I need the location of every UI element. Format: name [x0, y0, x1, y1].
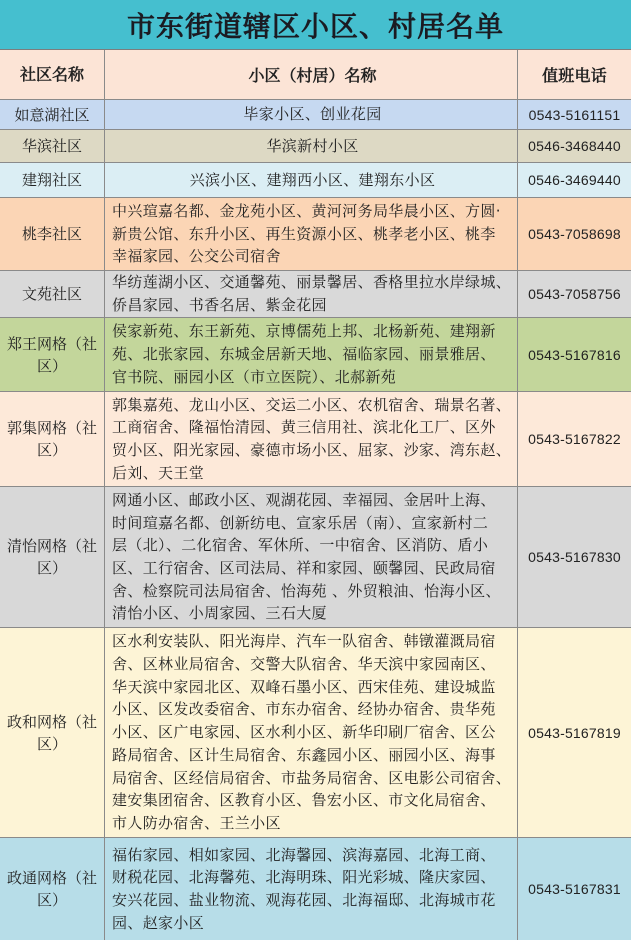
- residential-areas-line: 舍、检察院司法局宿舍、怡海苑 、外贸粮油、怡海小区、: [112, 581, 501, 600]
- community-name: 如意湖社区: [14, 105, 90, 124]
- table-row: [0, 100, 631, 130]
- residential-areas-line: 侨昌家园、书香名居、紫金花园: [112, 296, 327, 314]
- table-row: [0, 392, 631, 487]
- community-name-cell: [0, 198, 105, 270]
- duty-phone: 0543-5167816: [528, 346, 621, 363]
- residential-areas-line: 建安集团宿舍、区教育小区、鲁宏小区、市文化局宿舍、: [112, 791, 496, 810]
- duty-phone-cell: [518, 100, 631, 129]
- residential-areas-line: 华天滨中家园北区、双峰石墨小区、西宋佳苑、建设城监: [112, 677, 496, 696]
- community-name-cell: [0, 163, 105, 197]
- residential-areas-line: 侯家新苑、东王新苑、京博儒苑上邦、北杨新苑、建翔新: [112, 322, 496, 341]
- community-name: 清怡网格（社区）: [6, 537, 97, 577]
- community-name-cell: [0, 487, 105, 627]
- residential-areas-line: 局宿舍、区经信局宿舍、市盐务局宿舍、区电影公司宿舍、: [112, 768, 512, 787]
- duty-phone-cell: [518, 487, 631, 627]
- residential-areas-line: 贸小区、阳光家园、豪德市场小区、屈家、沙家、湾东赵、: [112, 441, 512, 459]
- residential-areas-line: 福佑家园、相如家园、北海馨园、滨海嘉园、北海工商、: [112, 845, 496, 864]
- duty-phone: 0543-5167831: [528, 881, 621, 897]
- residential-areas-line: 幸福家园、公交公司宿舍: [112, 247, 281, 266]
- duty-phone: 0546-3469440: [528, 172, 621, 188]
- table-header-row: [0, 50, 631, 100]
- community-name-cell: [0, 392, 105, 486]
- community-name: 华滨社区: [21, 137, 82, 155]
- duty-phone-cell: [518, 271, 631, 317]
- duty-phone: 0543-5167822: [528, 431, 621, 447]
- header-phone: [518, 50, 631, 99]
- community-name-cell: [0, 100, 105, 129]
- community-name: 政和网格（社区）: [6, 712, 97, 753]
- duty-phone-cell: [518, 130, 631, 162]
- duty-phone: 0543-5161151: [528, 106, 621, 123]
- header-phone-label: 值班电话: [542, 66, 607, 85]
- residential-areas-line: 财税花园、北海馨苑、北海明珠、阳光彩城、隆庆家园、: [112, 868, 496, 887]
- page-title: 市东街道辖区小区、村居名单: [0, 0, 631, 50]
- community-name: 郭集网格（社区）: [6, 419, 97, 459]
- table-row: [0, 271, 631, 318]
- table-row: [0, 198, 631, 271]
- residential-areas-line: 苑、北张家园、东城金居新天地、福临家园、丽景雅居、: [112, 345, 496, 364]
- duty-phone-cell: [518, 392, 631, 486]
- residential-areas-line: 郭集嘉苑、龙山小区、交运二小区、农机宿舍、瑞景名著、: [112, 395, 512, 414]
- residential-areas-line: 小区、区广电家园、区水利小区、新华印刷厂宿舍、区公: [112, 723, 496, 742]
- duty-phone: 0546-3468440: [528, 138, 621, 154]
- community-name-cell: [0, 838, 105, 940]
- table-row: [0, 318, 631, 392]
- duty-phone: 0543-7058698: [528, 226, 621, 242]
- community-name-cell: [0, 628, 105, 837]
- residential-areas-line: 舍、区林业局宿舍、交警大队宿舍、华天滨中家园南区、: [112, 655, 496, 674]
- duty-phone: 0543-7058756: [528, 286, 621, 302]
- residential-areas-line: 时间瑄嘉名都、创新纺电、宣家乐居（南）、宣家新村二: [112, 513, 489, 532]
- residential-areas-line: 安兴花园、盐业物流、观海花园、北海福邸、北海城市花: [112, 891, 496, 909]
- residential-areas-cell: [105, 392, 518, 486]
- table-row: [0, 130, 631, 163]
- residential-areas-line: 华滨新村小区: [266, 136, 359, 155]
- community-name: 桃李社区: [21, 225, 82, 243]
- residential-areas-line: 小区、区发改委宿舍、市东办宿舍、经协办宿舍、贵华苑: [112, 700, 496, 719]
- residential-areas-line: 官书院、丽园小区（市立医院）、北郝新苑: [112, 367, 397, 386]
- residential-areas-line: 新贵公馆、东升小区、再生资源小区、桃孝老小区、桃李: [112, 224, 496, 243]
- residential-areas-cell: [105, 163, 518, 197]
- residential-areas-line: 市人防办宿舍、王兰小区: [112, 813, 281, 832]
- duty-phone: 0543-5167830: [528, 549, 621, 565]
- header-areas-label: 小区（村居）名称: [248, 66, 377, 85]
- residential-areas-line: 园、赵家小区: [112, 913, 205, 932]
- residential-areas-cell: [105, 628, 518, 837]
- duty-phone-cell: [518, 163, 631, 197]
- residential-areas-line: 层（北）、二化宿舍、军休所、一中宿舍、区消防、盾小: [112, 536, 489, 555]
- residential-areas-line: 后刘、天王堂: [112, 463, 205, 482]
- duty-phone-cell: [518, 318, 631, 391]
- residential-areas-cell: [105, 130, 518, 162]
- table-row: [0, 487, 631, 628]
- community-name-cell: [0, 271, 105, 317]
- header-community: [0, 50, 105, 99]
- header-areas: [105, 50, 518, 99]
- residential-areas-cell: [105, 198, 518, 270]
- table-row: [0, 628, 631, 838]
- header-community-label: 社区名称: [19, 64, 84, 84]
- residential-areas-line: 清怡小区、小周家园、三石大厦: [112, 604, 327, 623]
- residential-areas-line: 区水利安装队、阳光海岸、汽车一队宿舍、韩镦灌溉局宿: [112, 632, 496, 651]
- residential-areas-cell: [105, 100, 518, 129]
- residential-areas-cell: [105, 318, 518, 391]
- residential-areas-line: 路局宿舍、区计生局宿舍、东鑫园小区、丽园小区、海事: [112, 745, 496, 764]
- residential-areas-line: 网通小区、邮政小区、观湖花园、幸福园、金居叶上海、: [112, 490, 496, 509]
- residential-areas-cell: [105, 838, 518, 940]
- duty-phone-cell: [518, 628, 631, 837]
- residential-areas-line: 华纺莲湖小区、交通馨苑、丽景馨居、香格里拉水岸绿城、: [112, 273, 512, 292]
- community-name-cell: [0, 130, 105, 162]
- residential-areas-line: 中兴瑄嘉名都、金龙苑小区、黄河河务局华晨小区、方圆·: [112, 201, 501, 220]
- community-name: 建翔社区: [21, 171, 82, 189]
- community-name: 郑王网格（社区）: [6, 334, 97, 375]
- residential-areas-cell: [105, 487, 518, 627]
- table-row: [0, 163, 631, 198]
- community-name: 文苑社区: [21, 285, 82, 303]
- community-name-cell: [0, 318, 105, 391]
- duty-phone-cell: [518, 838, 631, 940]
- table-row: [0, 838, 631, 940]
- residential-areas-line: 工商宿舍、隆福怡清园、黄三信用社、滨北化工厂、区外: [112, 418, 496, 437]
- residential-areas-line: 毕家小区、创业花园: [243, 105, 382, 124]
- community-name: 政通网格（社区）: [6, 869, 97, 909]
- residential-areas-cell: [105, 271, 518, 317]
- residential-areas-line: 区、工行宿舍、区司法局、祥和家园、颐馨园、民政局宿: [112, 559, 496, 577]
- residential-areas-line: 兴滨小区、建翔西小区、建翔东小区: [189, 170, 436, 189]
- duty-phone: 0543-5167819: [528, 724, 621, 741]
- duty-phone-cell: [518, 198, 631, 270]
